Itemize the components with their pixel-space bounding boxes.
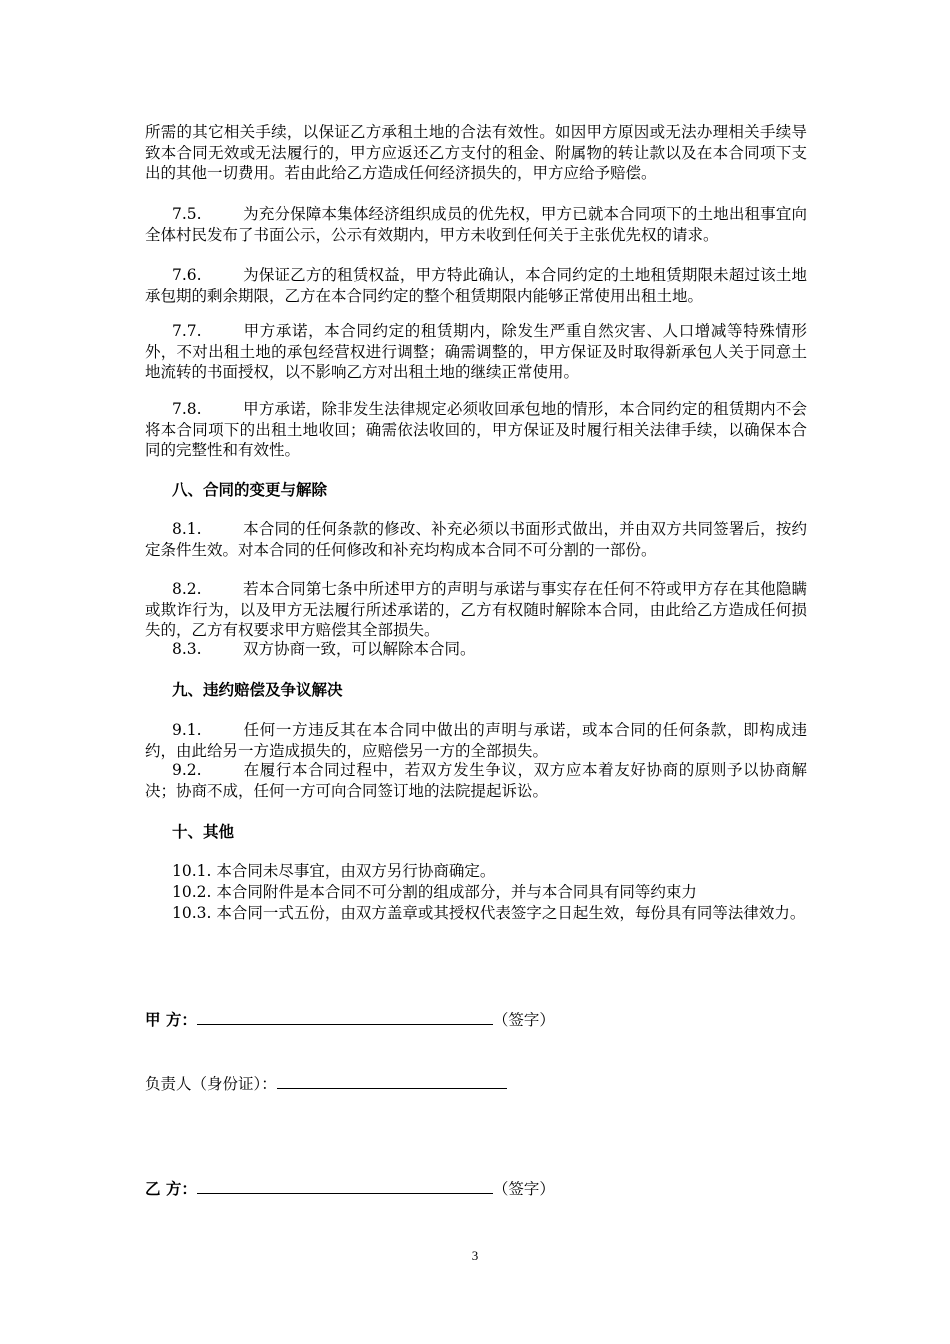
party-a-signature-row: [145, 1009, 555, 1031]
clause-text: 若本合同第七条中所述甲方的声明与承诺与事实存在任何不符或甲方存在其他隐瞒或欺诈行为，以及甲方无法履行所述承诺的，乙方有权随时解除本合同，由此给乙方造成任何损失的，乙方有权要求甲方赔偿其全部损失。: [145, 580, 807, 639]
party-b-signature-line[interactable]: [197, 1178, 493, 1194]
clause-text: 为充分保障本集体经济组织成员的优先权，甲方已就本合同项下的土地出租事宜向全体村民发布了书面公示，公示有效期内，甲方未收到任何关于主张优先权的请求。: [145, 205, 807, 244]
clause-text: 在履行本合同过程中，若双方发生争议，双方应本着友好协商的原则予以协商解决；协商不成，任何一方可向合同签订地的法院提起诉讼。: [145, 761, 807, 800]
clause-number: 8.3.: [172, 640, 202, 658]
responsible-person-row: [145, 1073, 507, 1095]
clause-number: 9.1.: [172, 721, 202, 739]
clause-text: 为保证乙方的租赁权益，甲方特此确认，本合同约定的土地租赁期限未超过该土地承包期的剩余期限，乙方在本合同约定的整个租赁期限内能够正常使用出租土地。: [145, 266, 807, 305]
clause-10-1: 10.1. 本合同未尽事宜，由双方另行协商确定。: [172, 862, 496, 880]
party-a-sign-note: （签字）: [492, 1011, 555, 1029]
party-b-sign-note: （签字）: [492, 1180, 555, 1198]
clause-10-3: 10.3. 本合同一式五份，由双方盖章或其授权代表签字之日起生效，每份具有同等法律效力。: [172, 904, 806, 922]
clause-text: 双方协商一致，可以解除本合同。: [243, 640, 476, 658]
clause-text: 任何一方违反其在本合同中做出的声明与承诺，或本合同的任何条款，即构成违约，由此给另一方造成损失的，应赔偿另一方的全部损失。: [145, 721, 807, 760]
clause-7-5: [145, 204, 807, 245]
clause-number: 7.8.: [172, 400, 202, 418]
party-b-label: 乙 方：: [145, 1179, 197, 1198]
section-9-heading: 九、违约赔偿及争议解决: [172, 680, 343, 699]
clause-9-1: [145, 720, 807, 761]
clause-8-2: [145, 579, 807, 641]
continuation-paragraph: 所需的其它相关手续，以保证乙方承租土地的合法有效性。如因甲方原因或无法办理相关手续导致本合同无效或无法履行的，甲方应返还乙方支付的租金、附属物的转让款以及在本合同项下支出的其他一切费用。若由此给乙方造成任何经济损失的，甲方应给予赔偿。: [145, 123, 807, 182]
clause-8-1: [145, 519, 807, 560]
responsible-person-label: 负责人（身份证）：: [145, 1075, 277, 1093]
responsible-person-line[interactable]: [277, 1073, 507, 1089]
clause-number: 9.2.: [172, 761, 202, 779]
clause-8-3: [145, 639, 807, 660]
clause-text: 甲方承诺，本合同约定的租赁期内，除发生严重自然灾害、人口增减等特殊情形外，不对出租土地的承包经营权进行调整；确需调整的，甲方保证及时取得新承包人关于同意土地流转的书面授权，以不影响乙方对出租土地的继续正常使用。: [145, 322, 807, 381]
clause-number: 7.7.: [172, 322, 202, 340]
party-b-signature-row: [145, 1178, 555, 1200]
clause-7-8: [145, 399, 807, 461]
section-10-heading: 十、其他: [172, 822, 235, 841]
page-number: 3: [471, 1248, 479, 1263]
clause-number: 7.5.: [172, 205, 202, 223]
clause-number: 8.1.: [172, 520, 202, 538]
clause-text: 本合同的任何条款的修改、补充必须以书面形式做出，并由双方共同签署后，按约定条件生效。对本合同的任何修改和补充均构成本合同不可分割的一部份。: [145, 520, 807, 559]
clause-text: 甲方承诺，除非发生法律规定必须收回承包地的情形，本合同约定的租赁期内不会将本合同项下的出租土地收回；确需依法收回的，甲方保证及时履行相关法律手续，以确保本合同的完整性和有效性。: [145, 400, 807, 459]
clause-number: 8.2.: [172, 580, 202, 598]
clause-7-7: [145, 321, 807, 383]
party-a-signature-line[interactable]: [197, 1009, 493, 1025]
clause-9-2: [145, 760, 807, 801]
section-8-heading: 八、合同的变更与解除: [172, 480, 328, 499]
party-a-label: 甲 方：: [145, 1010, 197, 1029]
clause-number: 7.6.: [172, 266, 202, 284]
clause-10-2: 10.2. 本合同附件是本合同不可分割的组成部分，并与本合同具有同等约束力: [172, 883, 697, 901]
clause-7-6: [145, 265, 807, 306]
